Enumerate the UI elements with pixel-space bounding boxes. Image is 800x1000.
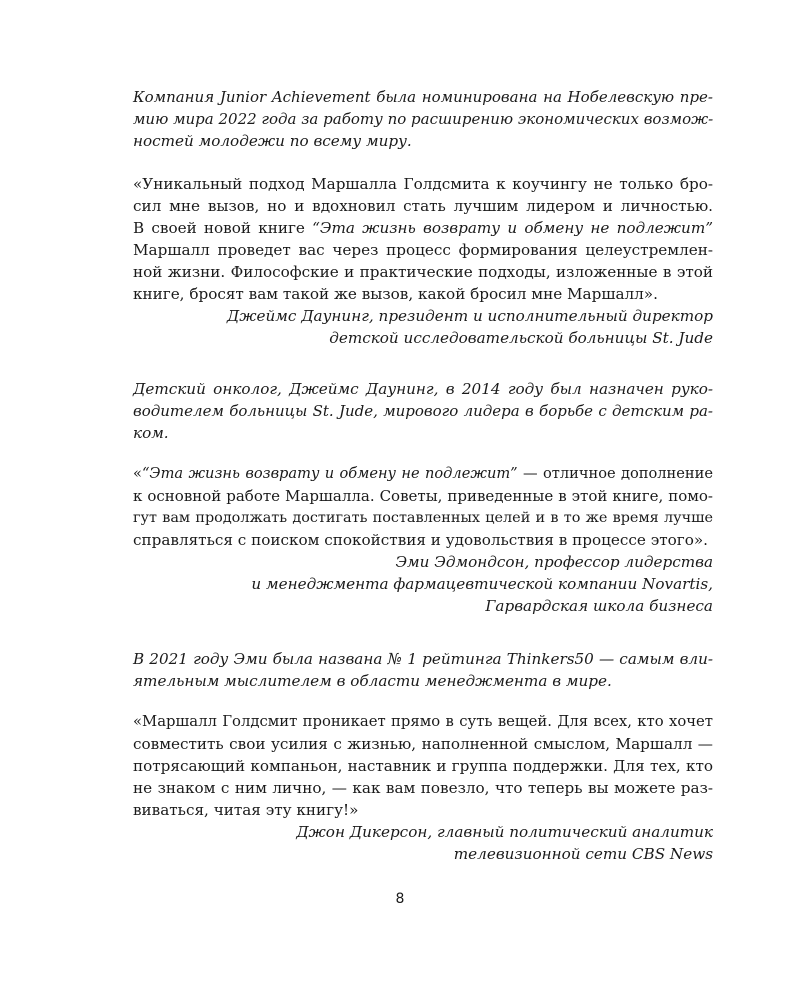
quote-edmondson: [133, 463, 713, 617]
attribution-line: Джеймс Даунинг, президент и исполнительный директор: [226, 307, 713, 325]
text-line: Детский онколог, Джеймс Даунинг, в 2014 году был назначен руко-: [133, 380, 713, 398]
text-line: [133, 463, 713, 485]
text-fragment: В своей новой книге: [133, 219, 313, 237]
note-junior-achievement: [133, 86, 713, 152]
text-fragment: «: [133, 465, 142, 482]
text-line: Маршалл проведет вас через процесс формирования целеустремлен-: [133, 241, 713, 259]
attribution-line: Эми Эдмондсон, профессор лидерства: [395, 553, 713, 571]
attribution-line: детской исследовательской больницы St. Jude: [329, 329, 713, 347]
text-line: ятельным мыслителем в области менеджмента в мире.: [133, 672, 612, 690]
text-line: справляться с поиском спокойствия и удовольствия в процессе этого».: [133, 531, 708, 549]
text-line: [133, 217, 713, 239]
text-line: к основной работе Маршалла. Советы, приведенные в этой книге, помо-: [133, 487, 713, 505]
attribution-line: телевизионной сети CBS News: [453, 845, 713, 863]
attribution-line: Гарвардская школа бизнеса: [485, 597, 713, 615]
attribution-line: Джон Дикерсон, главный политический аналитик: [296, 823, 713, 841]
book-title: “Эта жизнь возврату и обмену не подлежит”: [312, 219, 713, 237]
text-line: «Уникальный подход Маршалла Голдсмита к коучингу не только бро-: [133, 175, 713, 193]
text-line: гут вам продолжать достигать поставленных целей и в то же время лучше: [133, 510, 713, 526]
text-line: мию мира 2022 года за работу по расширению экономических возмож-: [133, 110, 714, 128]
text-line: Компания Junior Achievement была номинирована на Нобелевскую пре-: [133, 88, 713, 106]
quote-dickerson: [133, 711, 713, 865]
text-line: виваться, читая эту книгу!»: [133, 801, 359, 819]
text-line: водителем больницы St. Jude, мирового лидера в борьбе с детским ра-: [133, 402, 713, 420]
text-line: «Маршалл Голдсмит проникает прямо в суть вещей. Для всех, кто хочет: [133, 713, 713, 730]
text-line: В 2021 году Эми была названа № 1 рейтинга Thinkers50 — самым вли-: [133, 650, 713, 668]
text-line: книге, бросят вам такой же вызов, какой бросил мне Маршалл».: [133, 285, 658, 303]
text-line: ностей молодежи по всему миру.: [133, 132, 412, 150]
page-number: 8: [395, 891, 405, 907]
text-line: потрясающий компаньон, наставник и группа поддержки. Для тех, кто: [133, 757, 713, 775]
quote-downing: [133, 173, 713, 349]
note-edmondson: [133, 648, 713, 692]
text-line: ной жизни. Философские и практические подходы, изложенные в этой: [133, 263, 713, 281]
attribution-line: и менеджмента фармацевтической компании Novartis,: [251, 575, 713, 593]
book-title: “Эта жизнь возврату и обмену не подлежит”: [141, 465, 518, 482]
note-downing: [133, 378, 713, 444]
text-line: совместить свои усилия с жизнью, наполненной смыслом, Маршалл —: [133, 735, 713, 753]
text-line: не знаком с ним лично, — как вам повезло, что теперь вы можете раз-: [133, 779, 713, 797]
text-line: ком.: [133, 424, 169, 442]
text-fragment: — отличное дополнение: [517, 465, 713, 482]
text-line: сил мне вызов, но и вдохновил стать лучшим лидером и личностью.: [133, 197, 713, 215]
